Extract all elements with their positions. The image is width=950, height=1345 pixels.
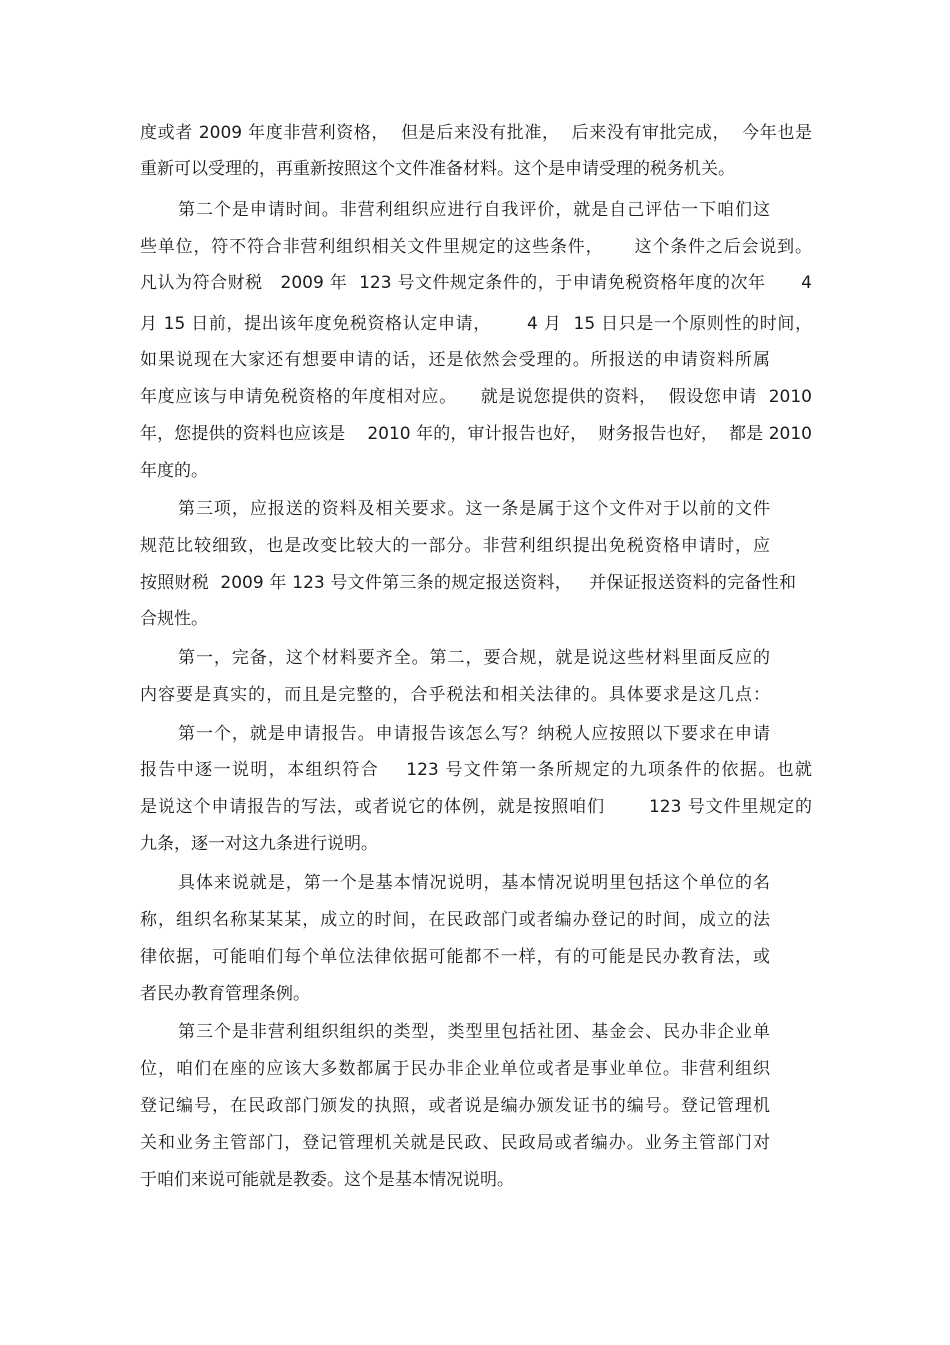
text-line: 登记编号，在民政部门颁发的执照，或者说是编办颁发证书的编号。登记管理机 [140, 1096, 770, 1116]
text-line: 重新可以受理的，再重新按照这个文件准备材料。这个是申请受理的税务机关。 [140, 159, 735, 179]
text-line: 凡认为符合财税 2009 年 123 号文件规定条件的，于申请免税资格年度的次年 4 [140, 273, 812, 293]
text-line: 关和业务主管部门，登记管理机关就是民政、民政局或者编办。业务主管部门对 [140, 1133, 770, 1153]
text-line: 律依据，可能咱们每个单位法律依据可能都不一样，有的可能是民办教育法，或 [140, 947, 770, 967]
text-line: 第二个是申请时间。非营利组织应进行自我评价，就是自己评估一下咱们这 [178, 200, 770, 220]
text-line: 月 15 日前，提出该年度免税资格认定申请， 4 月 15 日只是一个原则性的时间， [140, 314, 812, 334]
text-line: 如果说现在大家还有想要申请的话，还是依然会受理的。所报送的申请资料所属 [140, 350, 770, 370]
text-line: 年，您提供的资料也应该是 2010 年的，审计报告也好， 财务报告也好， 都是 2010 [140, 424, 812, 444]
text-line: 九条，逐一对这九条进行说明。 [140, 834, 378, 854]
text-line: 称，组织名称某某某，成立的时间，在民政部门或者编办登记的时间，成立的法 [140, 910, 770, 930]
text-line: 第三项，应报送的资料及相关要求。这一条是属于这个文件对于以前的文件 [178, 499, 770, 519]
text-line: 报告中逐一说明，本组织符合 123 号文件第一条所规定的九项条件的依据。也就 [140, 760, 812, 780]
text-line: 具体来说就是，第一个是基本情况说明，基本情况说明里包括这个单位的名 [178, 873, 770, 893]
text-line: 按照财税 2009 年 123 号文件第三条的规定报送资料， 并保证报送资料的完备性和 [140, 573, 796, 593]
text-line: 合规性。 [140, 609, 208, 629]
text-line: 第三个是非营利组织组织的类型，类型里包括社团、基金会、民办非企业单 [178, 1022, 770, 1042]
text-line: 度或者 2009 年度非营利资格， 但是后来没有批准， 后来没有审批完成， 今年也是 [140, 123, 812, 143]
text-line: 年度的。 [140, 461, 208, 481]
text-line: 第一个，就是申请报告。申请报告该怎么写？纳税人应按照以下要求在申请 [178, 724, 770, 744]
text-line: 内容要是真实的，而且是完整的，合乎税法和相关法律的。具体要求是这几点： [140, 685, 770, 705]
text-line: 是说这个申请报告的写法，或者说它的体例，就是按照咱们 123 号文件里规定的 [140, 797, 812, 817]
text-line: 于咱们来说可能就是教委。这个是基本情况说明。 [140, 1170, 514, 1190]
text-line: 年度应该与申请免税资格的年度相对应。 就是说您提供的资料， 假设您申请 2010 [140, 387, 812, 407]
text-line: 规范比较细致，也是改变比较大的一部分。非营利组织提出免税资格申请时，应 [140, 536, 770, 556]
text-line: 者民办教育管理条例。 [140, 984, 310, 1004]
text-line: 些单位，符不符合非营利组织相关文件里规定的这些条件， 这个条件之后会说到。 [140, 237, 812, 257]
text-line: 第一，完备，这个材料要齐全。第二，要合规，就是说这些材料里面反应的 [178, 648, 770, 668]
text-line: 位，咱们在座的应该大多数都属于民办非企业单位或者是事业单位。非营利组织 [140, 1059, 770, 1079]
